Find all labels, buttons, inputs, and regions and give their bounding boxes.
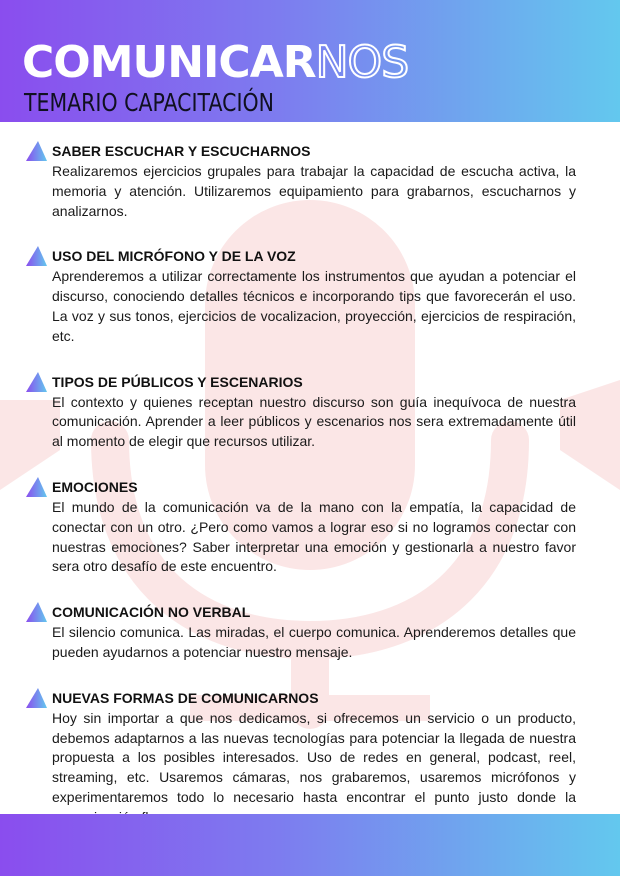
footer-banner (0, 814, 620, 876)
section-body: Realizaremos ejercicios grupales para trabajar la capacidad de escucha activa, la memoria y atención. Utilizaremos equipamiento para grabarnos, escucharnos y analizarnos. (52, 163, 576, 219)
section-body: El contexto y quienes receptan nuestro discurso son guía inequívoca de nuestra comunicación. Aprender a leer públicos y escenarios nos sera extremadamente útil al momento de elegir que recursos utilizar. (52, 393, 576, 450)
section-escuchar (24, 140, 576, 221)
section-title: COMUNICACIÓN NO VERBAL (52, 604, 251, 621)
triangle-bullet-icon (24, 245, 48, 267)
section-nuevas-formas (24, 687, 576, 828)
section-body: El silencio comunica. Las miradas, el cuerpo comunica. Aprenderemos detalles que pueden ayudarnos a potenciar nuestro mensaje. (52, 624, 576, 660)
section-no-verbal (24, 601, 576, 663)
triangle-bullet-icon (24, 476, 48, 498)
section-body: Aprenderemos a utilizar correctamente los instrumentos que ayudan a potenciar el discurso, conociendo detalles técnicos e incorporando tips que favorecerán el uso. La voz y sus tonos, ejercicios de vocalizacion, proyección, ejercicios de respiración, etc. (52, 268, 576, 344)
section-body: Hoy sin importar a que nos dedicamos, si ofrecemos un servicio o un producto, debemos adaptarnos a las nuevas tecnologías para potenciar la llegada de nuestra propuesta a los posibles interesados. Uso de redes en general, podcast, reel, streaming, etc. Usaremos cámaras, nos grabaremos, usaremos micrófonos y experimentaremos todo lo necesario hasta encontrar el punto justo donde la (52, 709, 576, 805)
triangle-bullet-icon (24, 371, 48, 393)
section-title: TIPOS DE PÚBLICOS Y ESCENARIOS (52, 373, 303, 390)
section-title: SABER ESCUCHAR Y ESCUCHARNOS (52, 143, 311, 159)
section-microfono (24, 245, 576, 346)
section-title: NUEVAS FORMAS DE COMUNICARNOS (52, 689, 319, 706)
triangle-bullet-icon (24, 601, 48, 623)
brand-logo (22, 38, 408, 88)
section-publicos (24, 371, 576, 452)
section-title: EMOCIONES (52, 478, 138, 495)
triangle-bullet-icon (24, 687, 48, 709)
page-subtitle: TEMARIO CAPACITACIÓN (24, 88, 274, 117)
logo-outline-text: NOS (315, 37, 409, 88)
section-title: USO DEL MICRÓFONO Y DE LA VOZ (52, 248, 296, 265)
header-banner (0, 0, 620, 122)
triangle-bullet-icon (24, 140, 48, 162)
syllabus-content (24, 140, 576, 852)
section-body: El mundo de la comunicación va de la mano con la empatía, la capacidad de conectar con un otro. ¿Pero como vamos a lograr eso si no logramos conectar con nuestras emociones? Saber interpretar una emoción y gestionarla a nuestro favor sera otro desafío de este encuentro. (52, 498, 576, 575)
logo-bold-text: COMUNICAR (22, 37, 316, 88)
section-emociones (24, 476, 576, 577)
